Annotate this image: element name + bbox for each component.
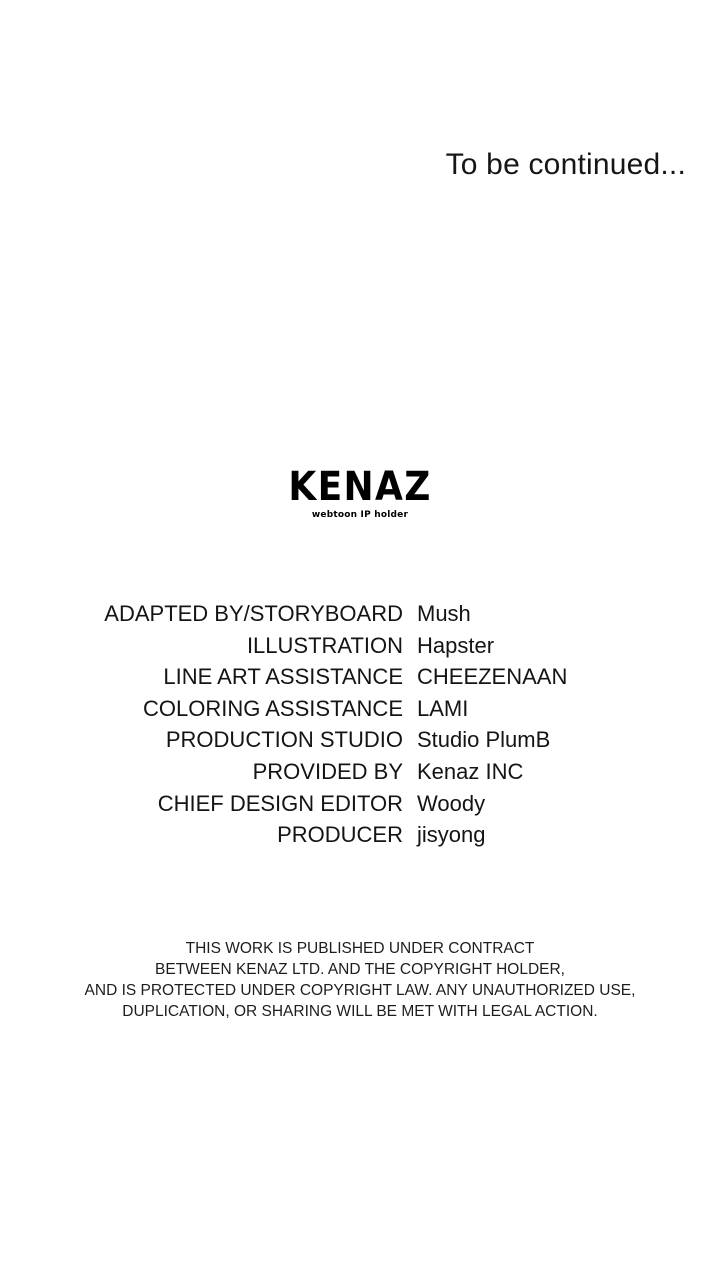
credit-role: LINE ART ASSISTANCE <box>163 664 403 690</box>
credits-list <box>0 598 720 851</box>
logo-tagline: webtoon IP holder <box>311 510 409 520</box>
to-be-continued-text: To be continued... <box>445 148 686 181</box>
credit-row <box>0 788 720 820</box>
legal-line: DUPLICATION, OR SHARING WILL BE MET WITH LEGAL ACTION. <box>122 1003 598 1020</box>
kenaz-logo <box>0 466 720 520</box>
credit-role: PRODUCTION STUDIO <box>165 727 403 753</box>
credit-row <box>0 661 720 693</box>
credit-role: COLORING ASSISTANCE <box>143 695 403 721</box>
credit-row <box>0 724 720 756</box>
legal-line: BETWEEN KENAZ LTD. AND THE COPYRIGHT HOLDER, <box>155 961 565 978</box>
credit-name: Hapster <box>417 632 495 658</box>
legal-line: AND IS PROTECTED UNDER COPYRIGHT LAW. ANY UNAUTHORIZED USE, <box>84 982 636 999</box>
legal-line: THIS WORK IS PUBLISHED UNDER CONTRACT <box>185 940 535 957</box>
credit-row <box>0 598 720 630</box>
credit-name: Kenaz INC <box>417 758 524 784</box>
credit-role: CHIEF DESIGN EDITOR <box>157 790 403 816</box>
credit-row <box>0 693 720 725</box>
credit-name: Mush <box>417 601 471 626</box>
credit-row <box>0 630 720 662</box>
logo-wordmark: KENAZ <box>288 464 432 510</box>
credit-role: PRODUCER <box>277 822 403 848</box>
credit-name: LAMI <box>417 695 469 721</box>
credit-row <box>0 756 720 788</box>
legal-notice <box>0 938 720 1022</box>
credit-role: ADAPTED BY/STORYBOARD <box>104 601 403 626</box>
credit-row <box>0 819 720 851</box>
credit-name: CHEEZENAAN <box>417 664 568 690</box>
credit-name: Woody <box>417 790 486 816</box>
credit-name: Studio PlumB <box>417 727 551 753</box>
credit-role: PROVIDED BY <box>252 758 403 784</box>
credit-name: jisyong <box>417 822 486 848</box>
credit-role: ILLUSTRATION <box>246 632 403 658</box>
